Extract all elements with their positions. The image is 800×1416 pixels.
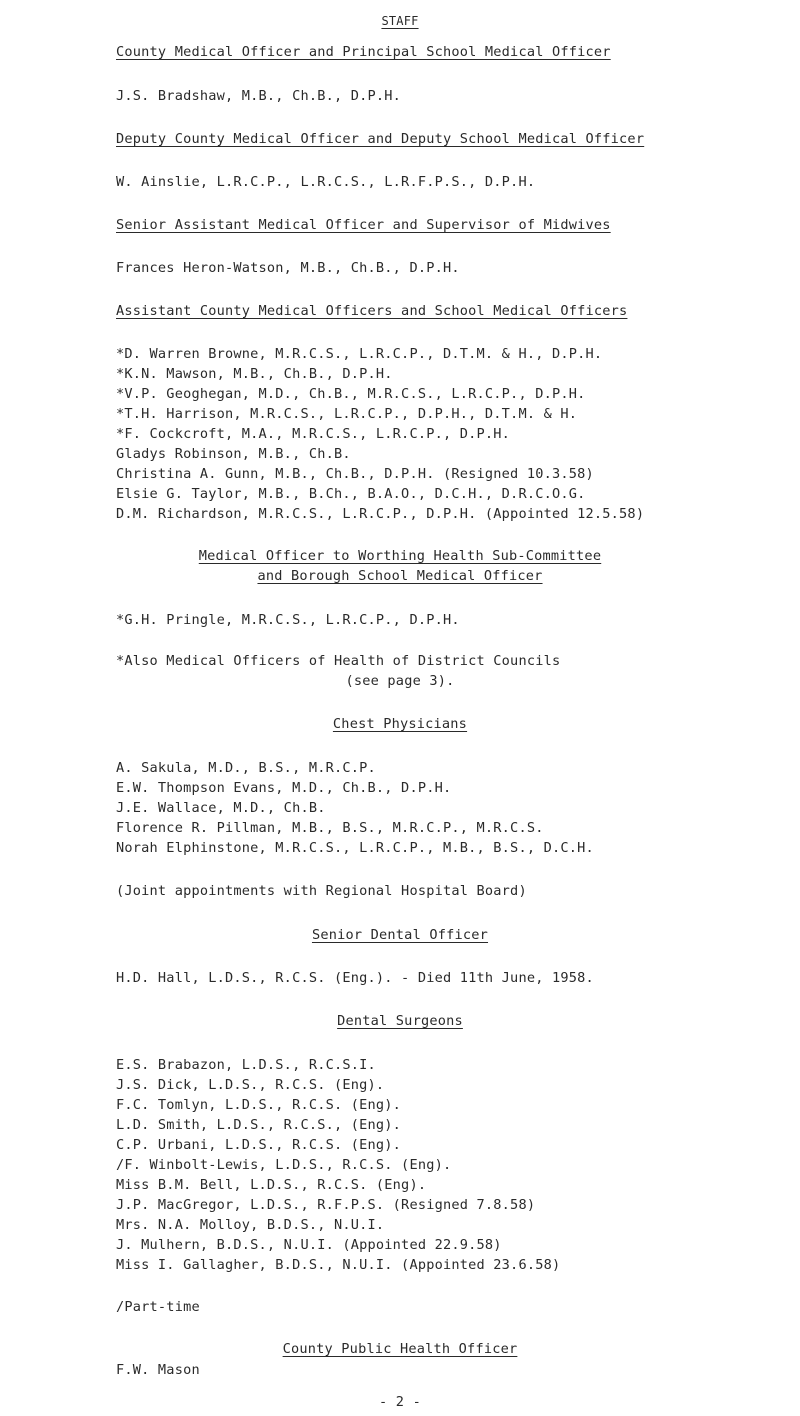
worthing-header-line-2: and Borough School Medical Officer (257, 568, 543, 584)
assistant-name: *V.P. Geoghegan, M.D., Ch.B., M.R.C.S., L.R.C.P., D.P.H. (116, 386, 586, 402)
assistant-name: *K.N. Mawson, M.B., Ch.B., D.P.H. (116, 366, 393, 382)
assistant-name: Christina A. Gunn, M.B., Ch.B., D.P.H. (Resigned 10.3.58) (116, 466, 594, 482)
joint-note: (Joint appointments with Regional Hospital Board) (116, 883, 527, 899)
dental-surgeon-name: L.D. Smith, L.D.S., R.C.S., (Eng). (116, 1117, 402, 1133)
chest-name: A. Sakula, M.D., B.S., M.R.C.P. (116, 760, 376, 776)
see-page-note: (see page 3). (345, 673, 455, 689)
chest-header: Chest Physicians (332, 716, 468, 732)
page-title: STAFF (381, 14, 419, 28)
deputy-header: Deputy County Medical Officer and Deputy School Medical Officer (116, 131, 645, 147)
assistant-header: Assistant County Medical Officers and School Medical Officers (116, 303, 628, 319)
chest-name: Norah Elphinstone, M.R.C.S., L.R.C.P., M.B., B.S., D.C.H. (116, 840, 594, 856)
chest-name: Florence R. Pillman, M.B., B.S., M.R.C.P., M.R.C.S. (116, 820, 544, 836)
dental-surgeon-name: F.C. Tomlyn, L.D.S., R.C.S. (Eng). (116, 1097, 402, 1113)
dental-surgeon-name: C.P. Urbani, L.D.S., R.C.S. (Eng). (116, 1137, 402, 1153)
assistant-name: *T.H. Harrison, M.R.C.S., L.R.C.P., D.P.H., D.T.M. & H. (116, 406, 578, 422)
assistant-name: Elsie G. Taylor, M.B., B.Ch., B.A.O., D.C.H., D.R.C.O.G. (116, 486, 586, 502)
dental-surgeon-name: J. Mulhern, B.D.S., N.U.I. (Appointed 22.9.58) (116, 1237, 502, 1253)
senior-name: Frances Heron-Watson, M.B., Ch.B., D.P.H. (116, 260, 460, 276)
cmo-name: J.S. Bradshaw, M.B., Ch.B., D.P.H. (116, 88, 402, 104)
public-health-header: County Public Health Officer (282, 1341, 518, 1357)
dental-surgeon-name: E.S. Brabazon, L.D.S., R.C.S.I. (116, 1057, 376, 1073)
dental-surgeon-name: Mrs. N.A. Molloy, B.D.S., N.U.I. (116, 1217, 385, 1233)
dental-senior-name: H.D. Hall, L.D.S., R.C.S. (Eng.). - Died 11th June, 1958. (116, 970, 594, 986)
dental-surgeon-name: Miss B.M. Bell, L.D.S., R.C.S. (Eng). (116, 1177, 427, 1193)
worthing-header-line-1: Medical Officer to Worthing Health Sub-Committee (198, 548, 602, 564)
dental-senior-header: Senior Dental Officer (311, 927, 489, 943)
chest-name: E.W. Thompson Evans, M.D., Ch.B., D.P.H. (116, 780, 452, 796)
assistant-name: *D. Warren Browne, M.R.C.S., L.R.C.P., D.T.M. & H., D.P.H. (116, 346, 603, 362)
dental-surgeon-name: Miss I. Gallagher, B.D.S., N.U.I. (Appointed 23.6.58) (116, 1257, 561, 1273)
chest-name: J.E. Wallace, M.D., Ch.B. (116, 800, 326, 816)
senior-header: Senior Assistant Medical Officer and Supervisor of Midwives (116, 217, 611, 233)
assistant-name: Gladys Robinson, M.B., Ch.B. (116, 446, 351, 462)
dental-surgeon-name: J.S. Dick, L.D.S., R.C.S. (Eng). (116, 1077, 385, 1093)
dental-surgeon-name: /F. Winbolt-Lewis, L.D.S., R.C.S. (Eng). (116, 1157, 452, 1173)
worthing-name: *G.H. Pringle, M.R.C.S., L.R.C.P., D.P.H. (116, 612, 460, 628)
deputy-name: W. Ainslie, L.R.C.P., L.R.C.S., L.R.F.P.S., D.P.H. (116, 174, 536, 190)
also-note: *Also Medical Officers of Health of District Councils (116, 653, 561, 669)
dental-surgeons-header: Dental Surgeons (337, 1013, 463, 1029)
assistant-name: *F. Cockcroft, M.A., M.R.C.S., L.R.C.P., D.P.H. (116, 426, 511, 442)
cmo-header: County Medical Officer and Principal School Medical Officer (116, 44, 611, 60)
page-number: - 2 - (379, 1394, 421, 1410)
public-health-name: F.W. Mason (116, 1362, 200, 1378)
assistant-name: D.M. Richardson, M.R.C.S., L.R.C.P., D.P.H. (Appointed 12.5.58) (116, 506, 645, 522)
part-time-note: /Part-time (116, 1299, 200, 1315)
dental-surgeon-name: J.P. MacGregor, L.D.S., R.F.P.S. (Resigned 7.8.58) (116, 1197, 536, 1213)
